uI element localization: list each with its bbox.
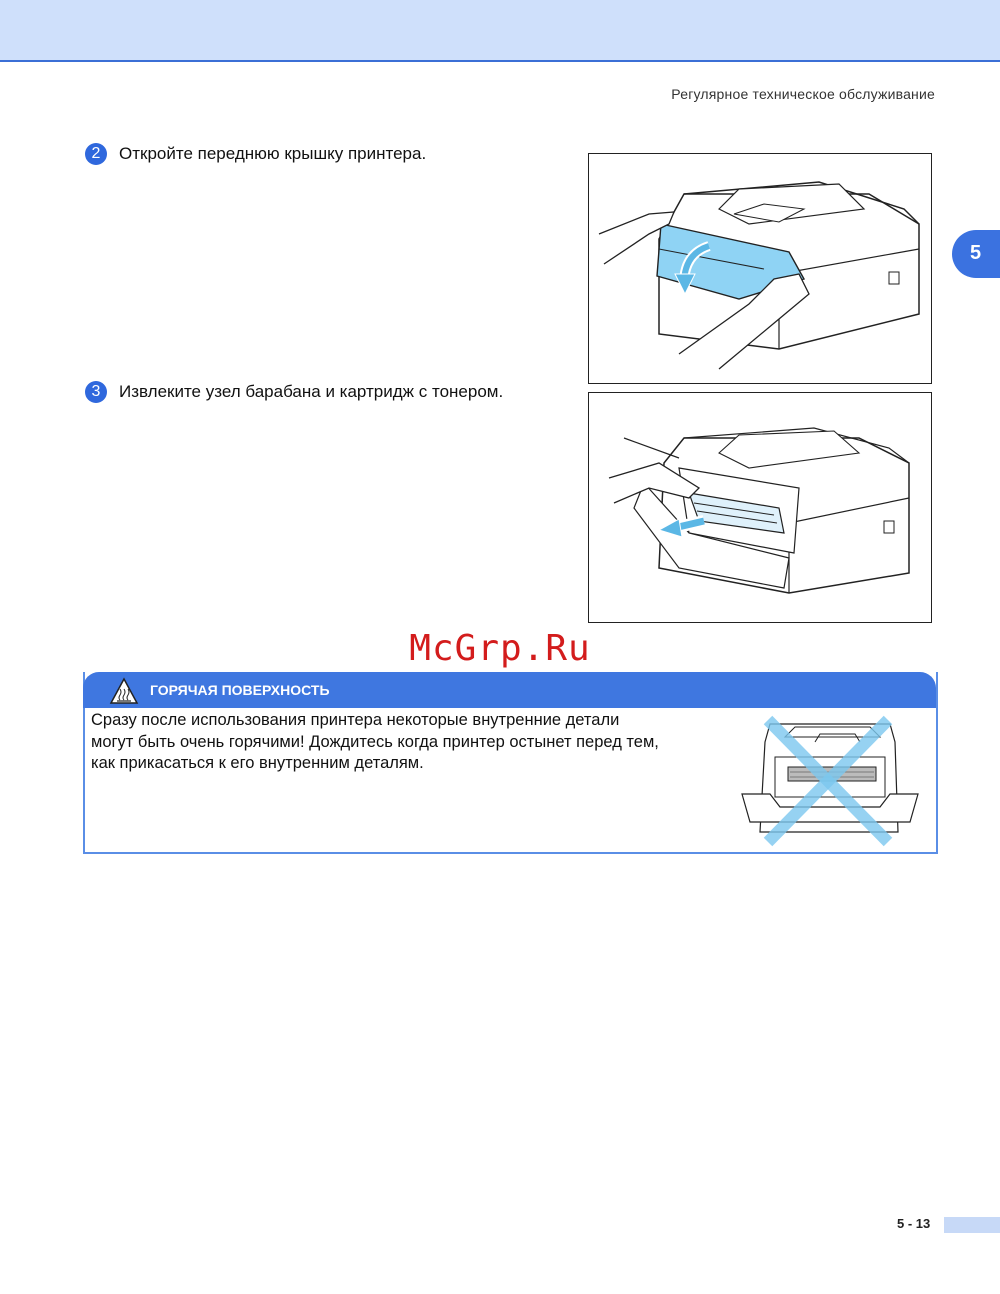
watermark: McGrp.Ru [409, 628, 591, 669]
step-open-front-cover [85, 143, 426, 165]
chapter-tab [952, 230, 1000, 278]
step-number-badge: 3 [85, 381, 107, 403]
footer-band [944, 1217, 1000, 1233]
step-text: Извлеките узел барабана и картридж с тонером. [119, 382, 504, 401]
figure-remove-drum [588, 392, 932, 623]
printer-illustration [589, 393, 931, 622]
caution-header [83, 672, 936, 708]
step-text: Откройте переднюю крышку принтера. [119, 144, 427, 163]
page-number: 5 - 13 [897, 1216, 931, 1231]
step-remove-drum [85, 381, 503, 403]
caution-title: ГОРЯЧАЯ ПОВЕРХНОСТЬ [150, 682, 330, 698]
top-header-band [0, 0, 1000, 62]
step-number-badge: 2 [85, 143, 107, 165]
caution-line: Сразу после использования принтера некоторые внутренние детали [91, 711, 620, 729]
chapter-number: 5 [970, 242, 982, 264]
hot-surface-icon [109, 677, 139, 705]
printer-illustration [589, 154, 931, 383]
caution-line: как прикасаться к его внутренним деталям. [91, 754, 424, 772]
figure-open-front-cover [588, 153, 932, 384]
printer-hot-interior-illustration [740, 712, 920, 850]
caution-line: могут быть очень горячими! Дождитесь когда принтер остынет перед тем, [91, 732, 659, 751]
running-header: Регулярное техническое обслуживание [671, 86, 935, 102]
caution-text [91, 710, 721, 775]
